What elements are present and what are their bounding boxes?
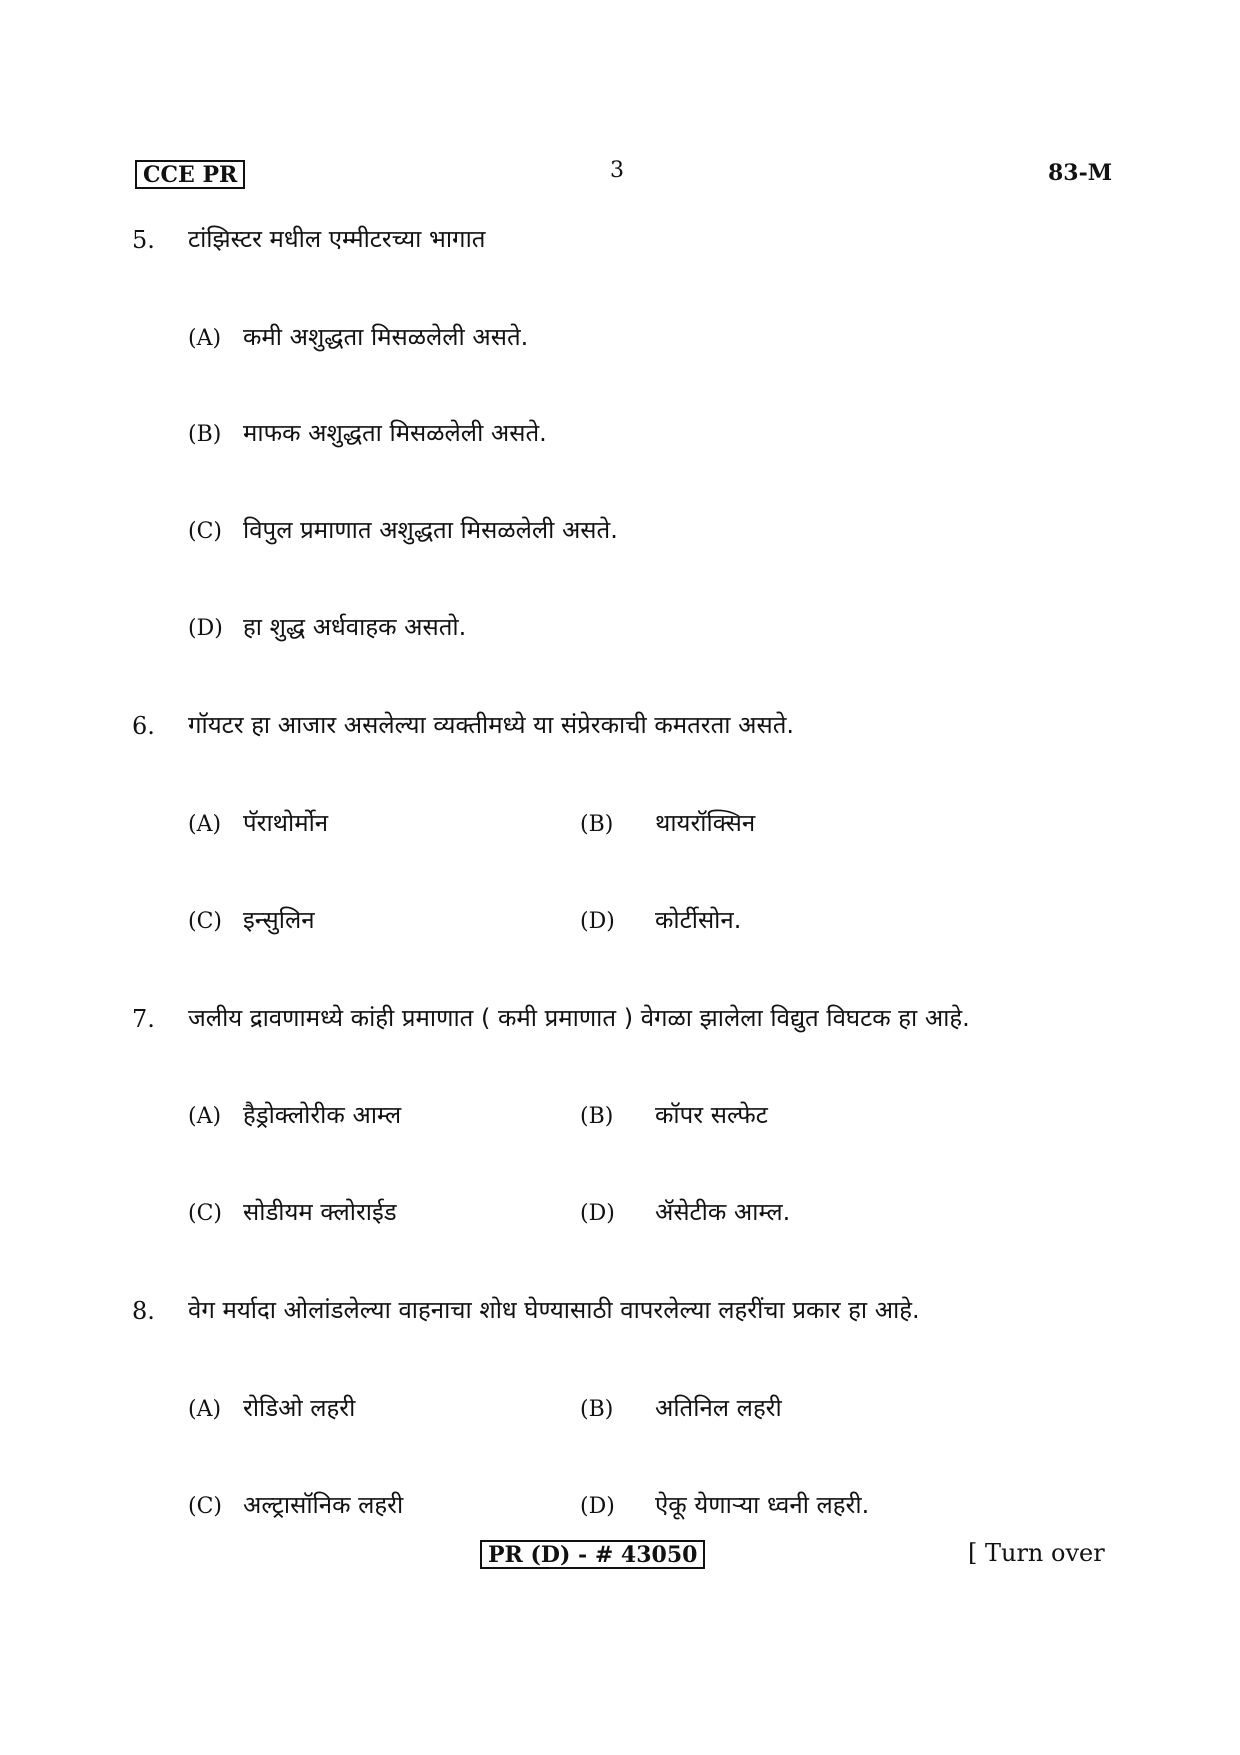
option-letter: (D)	[580, 909, 615, 934]
option-letter: (D)	[580, 1494, 615, 1519]
option-text: पॅराथोर्मोन	[243, 809, 329, 837]
option-text: रोडिओ लहरी	[243, 1394, 356, 1422]
option-text: ॲसेटीक आम्ल.	[655, 1198, 791, 1226]
option-letter: (B)	[188, 422, 222, 447]
option-letter: (B)	[580, 1104, 614, 1129]
option-letter: (B)	[580, 812, 614, 837]
option-text: हैड्रोक्लोरीक आम्ल	[243, 1101, 402, 1129]
option-text: सोडीयम क्लोराईड	[243, 1198, 397, 1226]
question-number: 7.	[132, 1005, 155, 1033]
option-text: हा शुद्ध अर्धवाहक असतो.	[243, 613, 467, 641]
question-text: टांझिस्टर मधील एम्मीटरच्या भागात	[188, 225, 486, 253]
option-text: ऐकू येणाऱ्या ध्वनी लहरी.	[655, 1491, 870, 1519]
header-label: CCE PR	[135, 160, 245, 189]
question-number: 5.	[132, 226, 155, 254]
option-text: इन्सुलिन	[243, 906, 315, 934]
option-letter: (C)	[188, 519, 222, 544]
option-letter: (C)	[188, 909, 222, 934]
page-number: 3	[610, 158, 624, 183]
option-letter: (C)	[188, 1494, 222, 1519]
option-letter: (C)	[188, 1201, 222, 1226]
footer-code-box: PR (D) - # 43050	[480, 1540, 705, 1569]
question-number: 8.	[132, 1297, 155, 1325]
option-letter: (D)	[188, 616, 223, 641]
option-text: कोर्टीसोन.	[655, 906, 742, 934]
option-text: अतिनिल लहरी	[655, 1394, 782, 1422]
question-text: गॉयटर हा आजार असलेल्या व्यक्तीमध्ये या संप्रेरकाची कमतरता असते.	[188, 711, 795, 739]
question-text: जलीय द्रावणामध्ये कांही प्रमाणात ( कमी प्रमाणात ) वेगळा झालेला विद्युत विघटक हा आहे.	[188, 1004, 970, 1032]
option-letter: (D)	[580, 1201, 615, 1226]
option-text: माफक अशुद्धता मिसळलेली असते.	[243, 419, 547, 447]
option-text: विपुल प्रमाणात अशुद्धता मिसळलेली असते.	[243, 516, 618, 544]
option-letter: (A)	[188, 326, 222, 351]
option-letter: (B)	[580, 1397, 614, 1422]
paper-code: 83-M	[1048, 160, 1113, 186]
option-text: अल्ट्रासॉनिक लहरी	[243, 1491, 404, 1519]
option-letter: (A)	[188, 812, 222, 837]
question-number: 6.	[132, 712, 155, 740]
option-letter: (A)	[188, 1397, 222, 1422]
turn-over-note: [ Turn over	[968, 1539, 1105, 1567]
option-letter: (A)	[188, 1104, 222, 1129]
option-text: थायरॉक्सिन	[655, 809, 756, 837]
option-text: कमी अशुद्धता मिसळलेली असते.	[243, 323, 529, 351]
option-text: कॉपर सल्फेट	[655, 1101, 768, 1129]
question-text: वेग मर्यादा ओलांडलेल्या वाहनाचा शोध घेण्यासाठी वापरलेल्या लहरींचा प्रकार हा आहे.	[188, 1296, 920, 1324]
